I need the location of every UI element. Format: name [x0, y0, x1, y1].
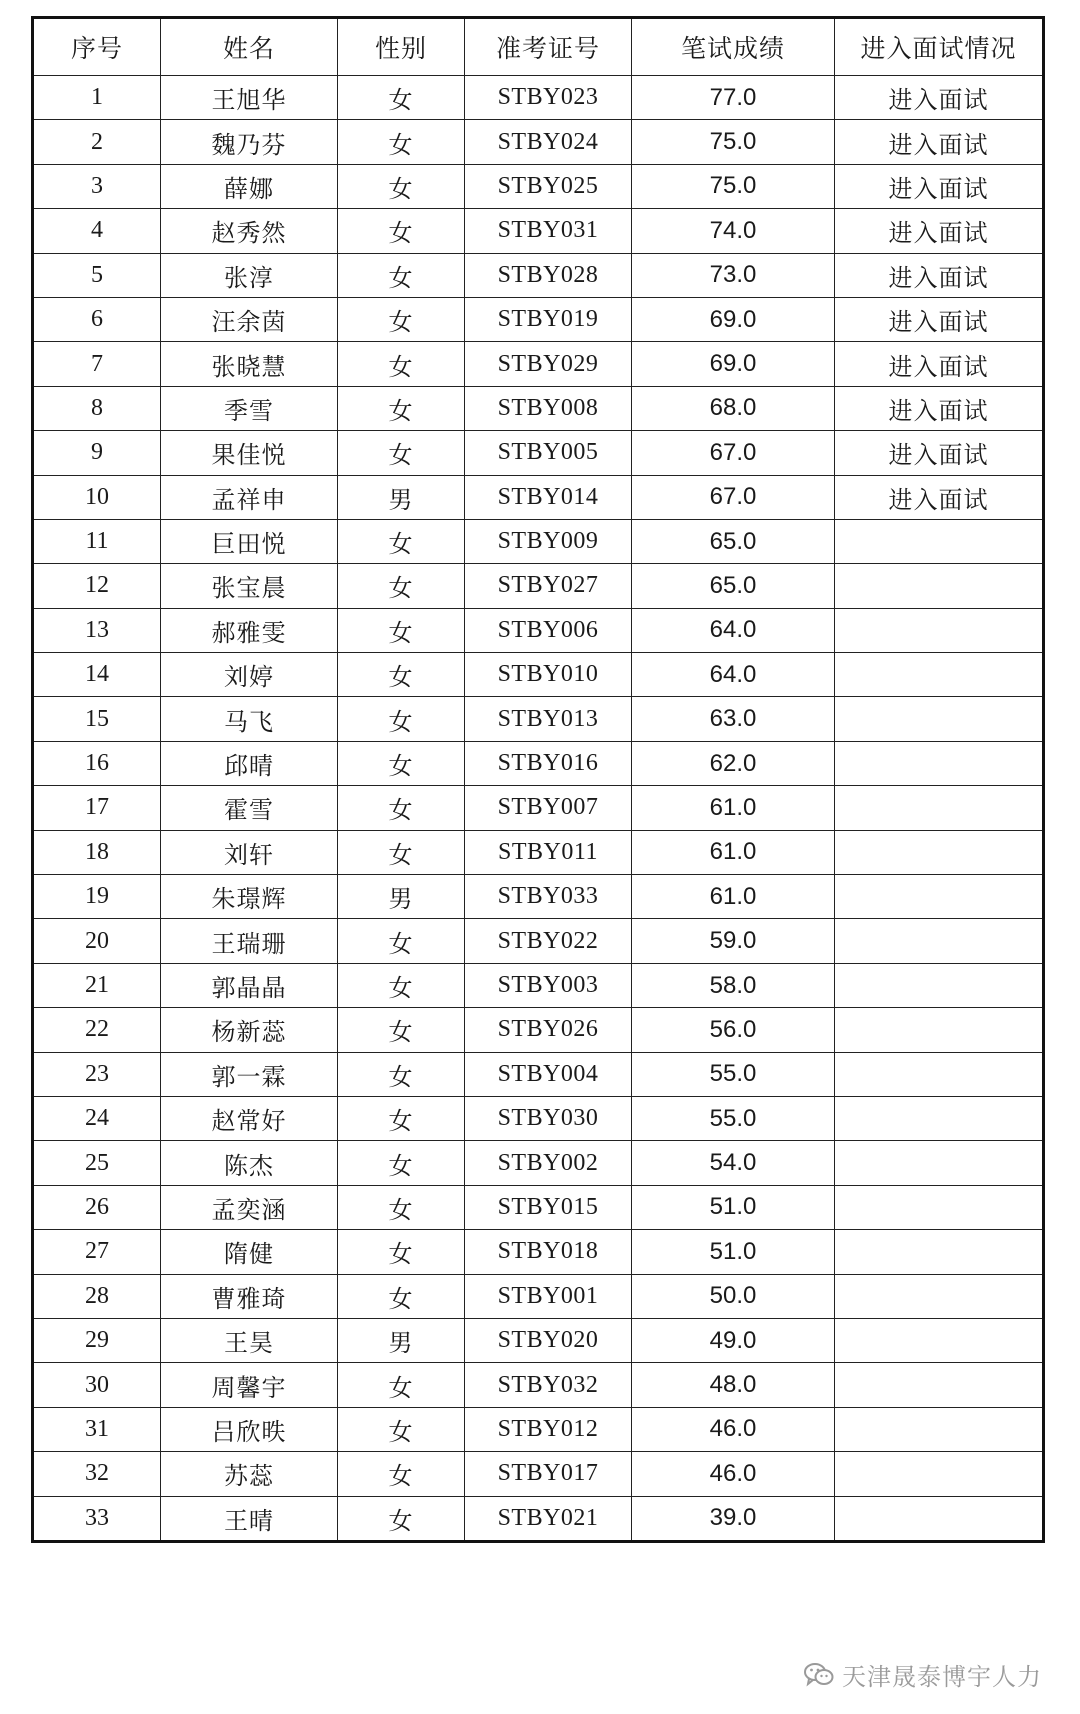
table-row	[33, 564, 1044, 608]
cell-id: 2	[33, 120, 161, 164]
cell-id: 5	[33, 253, 161, 297]
cell-id: 31	[33, 1407, 161, 1451]
cell-status: 进入面试	[835, 76, 1044, 120]
cell-score: 69.0	[632, 342, 835, 386]
cell-score: 68.0	[632, 386, 835, 430]
cell-id: 25	[33, 1141, 161, 1185]
cell-gender: 女	[338, 164, 465, 208]
cell-id: 17	[33, 786, 161, 830]
cell-score: 64.0	[632, 653, 835, 697]
table-row	[33, 76, 1044, 120]
cell-score: 49.0	[632, 1318, 835, 1362]
table-row	[33, 164, 1044, 208]
cell-id: 13	[33, 608, 161, 652]
cell-score: 69.0	[632, 297, 835, 341]
cell-status	[835, 697, 1044, 741]
cell-name: 霍雪	[161, 786, 338, 830]
cell-score: 67.0	[632, 431, 835, 475]
cell-gender: 女	[338, 431, 465, 475]
cell-id: 29	[33, 1318, 161, 1362]
cell-ticket: STBY019	[465, 297, 632, 341]
table-row	[33, 1496, 1044, 1541]
cell-name: 刘婷	[161, 653, 338, 697]
cell-status	[835, 1318, 1044, 1362]
cell-gender: 女	[338, 830, 465, 874]
cell-name: 隋健	[161, 1230, 338, 1274]
cell-score: 74.0	[632, 209, 835, 253]
cell-ticket: STBY021	[465, 1496, 632, 1541]
cell-ticket: STBY028	[465, 253, 632, 297]
cell-score: 75.0	[632, 164, 835, 208]
cell-gender: 女	[338, 653, 465, 697]
cell-score: 65.0	[632, 519, 835, 563]
cell-name: 王晴	[161, 1496, 338, 1541]
cell-score: 55.0	[632, 1096, 835, 1140]
cell-name: 张淳	[161, 253, 338, 297]
cell-score: 56.0	[632, 1008, 835, 1052]
cell-status: 进入面试	[835, 120, 1044, 164]
cell-ticket: STBY025	[465, 164, 632, 208]
cell-status	[835, 1274, 1044, 1318]
cell-status: 进入面试	[835, 297, 1044, 341]
cell-ticket: STBY011	[465, 830, 632, 874]
cell-name: 孟奕涵	[161, 1185, 338, 1229]
cell-score: 48.0	[632, 1363, 835, 1407]
cell-score: 46.0	[632, 1407, 835, 1451]
cell-ticket: STBY012	[465, 1407, 632, 1451]
header-gender: 性别	[338, 18, 465, 76]
cell-ticket: STBY007	[465, 786, 632, 830]
cell-id: 8	[33, 386, 161, 430]
cell-status: 进入面试	[835, 164, 1044, 208]
table-row	[33, 697, 1044, 741]
cell-id: 3	[33, 164, 161, 208]
table-row	[33, 875, 1044, 919]
table-row	[33, 253, 1044, 297]
table-row	[33, 209, 1044, 253]
table-row	[33, 1318, 1044, 1362]
cell-id: 4	[33, 209, 161, 253]
cell-ticket: STBY015	[465, 1185, 632, 1229]
cell-gender: 女	[338, 1496, 465, 1541]
cell-score: 64.0	[632, 608, 835, 652]
cell-id: 20	[33, 919, 161, 963]
cell-name: 张宝晨	[161, 564, 338, 608]
wechat-icon	[804, 1662, 834, 1688]
cell-status	[835, 1008, 1044, 1052]
cell-id: 28	[33, 1274, 161, 1318]
cell-gender: 女	[338, 519, 465, 563]
cell-gender: 女	[338, 786, 465, 830]
cell-ticket: STBY008	[465, 386, 632, 430]
results-sheet	[31, 16, 1042, 1543]
cell-id: 6	[33, 297, 161, 341]
cell-id: 18	[33, 830, 161, 874]
cell-gender: 女	[338, 741, 465, 785]
table-row	[33, 1052, 1044, 1096]
cell-score: 58.0	[632, 963, 835, 1007]
cell-name: 王瑞珊	[161, 919, 338, 963]
watermark-text: 天津晟泰博宇人力	[842, 1663, 1042, 1691]
table-row	[33, 431, 1044, 475]
cell-id: 9	[33, 431, 161, 475]
cell-name: 孟祥申	[161, 475, 338, 519]
cell-name: 果佳悦	[161, 431, 338, 475]
table-body	[33, 76, 1044, 1542]
cell-ticket: STBY023	[465, 76, 632, 120]
exam-results-table	[31, 16, 1045, 1543]
cell-ticket: STBY002	[465, 1141, 632, 1185]
cell-name: 苏蕊	[161, 1452, 338, 1496]
cell-score: 51.0	[632, 1185, 835, 1229]
cell-name: 季雪	[161, 386, 338, 430]
cell-score: 50.0	[632, 1274, 835, 1318]
table-header-row	[33, 18, 1044, 76]
cell-id: 22	[33, 1008, 161, 1052]
cell-gender: 女	[338, 1185, 465, 1229]
cell-ticket: STBY024	[465, 120, 632, 164]
cell-score: 39.0	[632, 1496, 835, 1541]
cell-gender: 男	[338, 1318, 465, 1362]
cell-name: 汪余茵	[161, 297, 338, 341]
cell-status	[835, 608, 1044, 652]
cell-name: 王旭华	[161, 76, 338, 120]
cell-gender: 女	[338, 919, 465, 963]
table-row	[33, 963, 1044, 1007]
table-row	[33, 1230, 1044, 1274]
cell-score: 77.0	[632, 76, 835, 120]
cell-gender: 女	[338, 697, 465, 741]
cell-ticket: STBY001	[465, 1274, 632, 1318]
cell-ticket: STBY020	[465, 1318, 632, 1362]
cell-status	[835, 1141, 1044, 1185]
cell-gender: 女	[338, 386, 465, 430]
cell-ticket: STBY032	[465, 1363, 632, 1407]
cell-gender: 女	[338, 1363, 465, 1407]
cell-status: 进入面试	[835, 253, 1044, 297]
cell-ticket: STBY030	[465, 1096, 632, 1140]
cell-status	[835, 875, 1044, 919]
cell-name: 朱璟辉	[161, 875, 338, 919]
cell-name: 赵秀然	[161, 209, 338, 253]
cell-score: 54.0	[632, 1141, 835, 1185]
cell-status	[835, 1363, 1044, 1407]
cell-score: 51.0	[632, 1230, 835, 1274]
header-ticket: 准考证号	[465, 18, 632, 76]
cell-ticket: STBY010	[465, 653, 632, 697]
header-id: 序号	[33, 18, 161, 76]
table-row	[33, 386, 1044, 430]
cell-ticket: STBY022	[465, 919, 632, 963]
cell-id: 11	[33, 519, 161, 563]
cell-status: 进入面试	[835, 342, 1044, 386]
cell-score: 73.0	[632, 253, 835, 297]
cell-name: 刘轩	[161, 830, 338, 874]
cell-ticket: STBY006	[465, 608, 632, 652]
table-row	[33, 608, 1044, 652]
cell-name: 马飞	[161, 697, 338, 741]
cell-gender: 女	[338, 608, 465, 652]
cell-id: 12	[33, 564, 161, 608]
table-row	[33, 1363, 1044, 1407]
table-row	[33, 1407, 1044, 1451]
cell-gender: 女	[338, 1052, 465, 1096]
header-status: 进入面试情况	[835, 18, 1044, 76]
table-row	[33, 1185, 1044, 1229]
cell-status	[835, 519, 1044, 563]
cell-name: 曹雅琦	[161, 1274, 338, 1318]
cell-ticket: STBY013	[465, 697, 632, 741]
table-row	[33, 1274, 1044, 1318]
cell-gender: 女	[338, 76, 465, 120]
cell-status	[835, 741, 1044, 785]
table-row	[33, 120, 1044, 164]
cell-id: 23	[33, 1052, 161, 1096]
cell-ticket: STBY005	[465, 431, 632, 475]
header-name: 姓名	[161, 18, 338, 76]
cell-name: 郭晶晶	[161, 963, 338, 1007]
cell-score: 59.0	[632, 919, 835, 963]
table-row	[33, 519, 1044, 563]
table-row	[33, 1452, 1044, 1496]
cell-score: 67.0	[632, 475, 835, 519]
cell-gender: 男	[338, 875, 465, 919]
cell-name: 赵常好	[161, 1096, 338, 1140]
cell-score: 65.0	[632, 564, 835, 608]
table-row	[33, 1096, 1044, 1140]
cell-id: 15	[33, 697, 161, 741]
table-row	[33, 1008, 1044, 1052]
table-row	[33, 741, 1044, 785]
table-row	[33, 342, 1044, 386]
cell-ticket: STBY009	[465, 519, 632, 563]
cell-score: 62.0	[632, 741, 835, 785]
cell-status	[835, 1496, 1044, 1541]
cell-gender: 男	[338, 475, 465, 519]
cell-status	[835, 1052, 1044, 1096]
cell-gender: 女	[338, 297, 465, 341]
cell-id: 21	[33, 963, 161, 1007]
table-row	[33, 297, 1044, 341]
table-row	[33, 475, 1044, 519]
cell-gender: 女	[338, 1274, 465, 1318]
cell-status	[835, 1407, 1044, 1451]
cell-status	[835, 1452, 1044, 1496]
cell-status: 进入面试	[835, 431, 1044, 475]
cell-id: 26	[33, 1185, 161, 1229]
cell-gender: 女	[338, 564, 465, 608]
cell-name: 邱晴	[161, 741, 338, 785]
cell-gender: 女	[338, 253, 465, 297]
cell-name: 薛娜	[161, 164, 338, 208]
cell-status	[835, 1096, 1044, 1140]
cell-id: 16	[33, 741, 161, 785]
cell-status	[835, 1185, 1044, 1229]
cell-ticket: STBY018	[465, 1230, 632, 1274]
cell-score: 63.0	[632, 697, 835, 741]
cell-name: 周馨宇	[161, 1363, 338, 1407]
cell-name: 郝雅雯	[161, 608, 338, 652]
cell-gender: 女	[338, 1452, 465, 1496]
cell-id: 32	[33, 1452, 161, 1496]
cell-gender: 女	[338, 209, 465, 253]
table-row	[33, 919, 1044, 963]
cell-name: 张晓慧	[161, 342, 338, 386]
cell-ticket: STBY027	[465, 564, 632, 608]
cell-status	[835, 830, 1044, 874]
table-row	[33, 786, 1044, 830]
cell-name: 巨田悦	[161, 519, 338, 563]
cell-score: 61.0	[632, 830, 835, 874]
cell-id: 24	[33, 1096, 161, 1140]
header-score: 笔试成绩	[632, 18, 835, 76]
cell-ticket: STBY017	[465, 1452, 632, 1496]
cell-id: 33	[33, 1496, 161, 1541]
cell-status: 进入面试	[835, 386, 1044, 430]
cell-gender: 女	[338, 963, 465, 1007]
cell-status	[835, 564, 1044, 608]
cell-score: 61.0	[632, 786, 835, 830]
cell-score: 55.0	[632, 1052, 835, 1096]
cell-ticket: STBY029	[465, 342, 632, 386]
cell-name: 魏乃芬	[161, 120, 338, 164]
cell-gender: 女	[338, 1096, 465, 1140]
cell-id: 1	[33, 76, 161, 120]
cell-status: 进入面试	[835, 475, 1044, 519]
cell-id: 27	[33, 1230, 161, 1274]
cell-ticket: STBY016	[465, 741, 632, 785]
cell-gender: 女	[338, 1141, 465, 1185]
cell-id: 7	[33, 342, 161, 386]
cell-status	[835, 786, 1044, 830]
cell-ticket: STBY033	[465, 875, 632, 919]
cell-id: 19	[33, 875, 161, 919]
cell-ticket: STBY014	[465, 475, 632, 519]
cell-score: 61.0	[632, 875, 835, 919]
table-row	[33, 830, 1044, 874]
cell-status	[835, 653, 1044, 697]
cell-gender: 女	[338, 1008, 465, 1052]
table-row	[33, 653, 1044, 697]
table-row	[33, 1141, 1044, 1185]
cell-gender: 女	[338, 342, 465, 386]
cell-ticket: STBY031	[465, 209, 632, 253]
cell-score: 46.0	[632, 1452, 835, 1496]
cell-id: 14	[33, 653, 161, 697]
watermark	[804, 1657, 1042, 1692]
cell-status: 进入面试	[835, 209, 1044, 253]
cell-name: 王昊	[161, 1318, 338, 1362]
cell-id: 10	[33, 475, 161, 519]
cell-ticket: STBY004	[465, 1052, 632, 1096]
cell-ticket: STBY026	[465, 1008, 632, 1052]
cell-status	[835, 919, 1044, 963]
cell-gender: 女	[338, 1407, 465, 1451]
cell-status	[835, 963, 1044, 1007]
cell-name: 陈杰	[161, 1141, 338, 1185]
cell-ticket: STBY003	[465, 963, 632, 1007]
cell-gender: 女	[338, 1230, 465, 1274]
cell-status	[835, 1230, 1044, 1274]
cell-gender: 女	[338, 120, 465, 164]
cell-name: 杨新蕊	[161, 1008, 338, 1052]
cell-name: 郭一霖	[161, 1052, 338, 1096]
cell-name: 吕欣昳	[161, 1407, 338, 1451]
cell-id: 30	[33, 1363, 161, 1407]
cell-score: 75.0	[632, 120, 835, 164]
